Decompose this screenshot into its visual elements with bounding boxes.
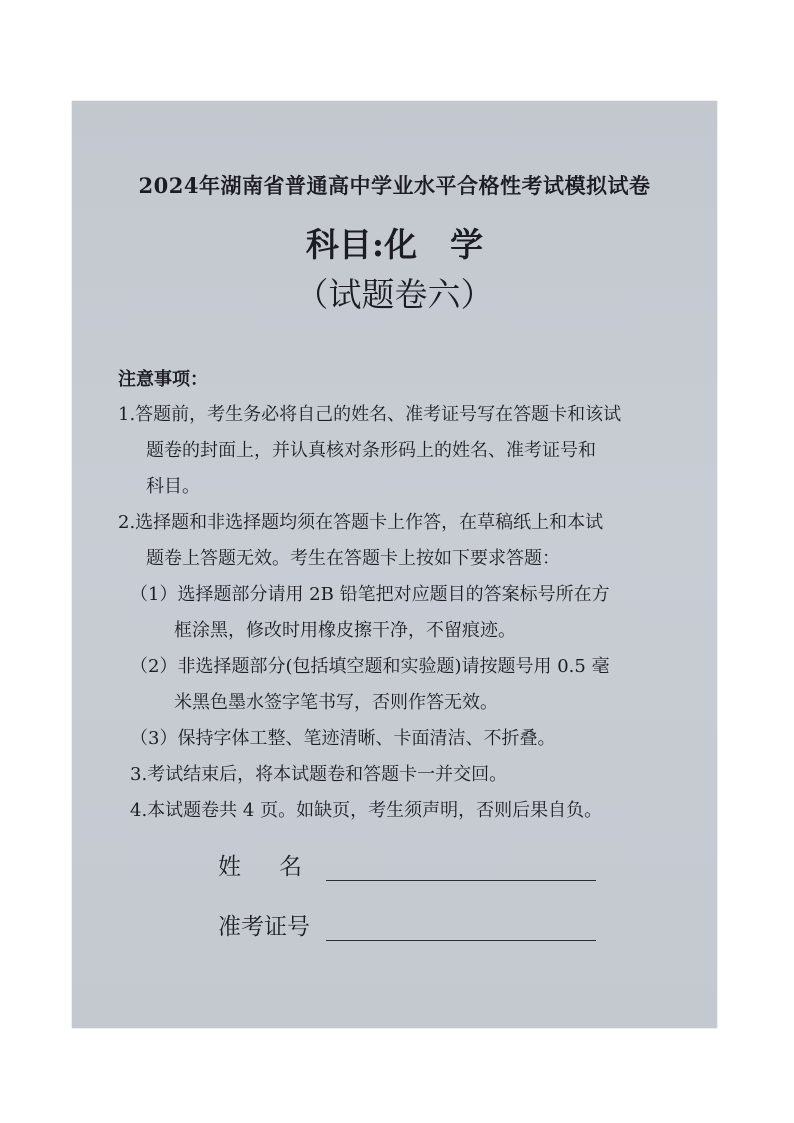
instruction-2-line-1: 2.选择题和非选择题均须在答题卡上作答，在草稿纸上和本试	[118, 512, 604, 533]
instruction-item-1	[118, 397, 688, 505]
instruction-2-line-2: 题卷上答题无效。考生在答题卡上按如下要求答题：	[146, 548, 560, 569]
instructions-heading: 注意事项：	[118, 369, 208, 390]
candidate-fields	[218, 848, 596, 968]
instruction-1-line-1: 1.答题前，考生务必将自己的姓名、准考证号写在答题卡和该试	[118, 404, 622, 425]
instruction-2-sub-1-line-1: （1）选择题部分请用 2B 铅笔把对应题目的答案标号所在方	[130, 584, 610, 605]
exam-title: 2024年湖南省普通高中学业水平合格性考试模拟试卷	[138, 173, 651, 198]
instruction-2-sub-1-line-2: 框涂黑，修改时用橡皮擦干净，不留痕迹。	[174, 620, 516, 641]
name-label: 姓名	[218, 854, 340, 880]
subject-title: 科目:化 学	[305, 225, 484, 264]
instruction-2-sub-2-line-2: 米黑色墨水签字笔书写，否则作答无效。	[174, 692, 498, 713]
name-blank-line[interactable]	[326, 854, 596, 881]
exam-id-blank-line[interactable]	[326, 914, 596, 941]
exam-id-label: 准考证号	[218, 914, 310, 940]
instruction-item-4: 4.本试题卷共 4 页。如缺页，考生须声明，否则后果自负。	[130, 800, 603, 821]
instruction-2-sub-2-line-1: （2）非选择题部分(包括填空题和实验题)请按题号用 0.5 毫	[130, 656, 610, 677]
name-field-row	[218, 848, 596, 908]
paper-number: （试题卷六）	[295, 275, 494, 314]
instructions-section	[118, 363, 688, 829]
instruction-1-line-2: 题卷的封面上，并认真核对条形码上的姓名、准考证号和	[146, 440, 596, 461]
instruction-1-line-3: 科目。	[146, 476, 200, 497]
instruction-item-3: 3.考试结束后，将本试题卷和答题卡一并交回。	[130, 764, 508, 785]
instruction-2-sub-3-line-1: （3）保持字体工整、笔迹清晰、卡面清洁、不折叠。	[130, 728, 556, 749]
id-field-row	[218, 908, 596, 968]
exam-cover-sheet	[72, 101, 717, 1028]
instruction-item-2	[118, 505, 688, 757]
